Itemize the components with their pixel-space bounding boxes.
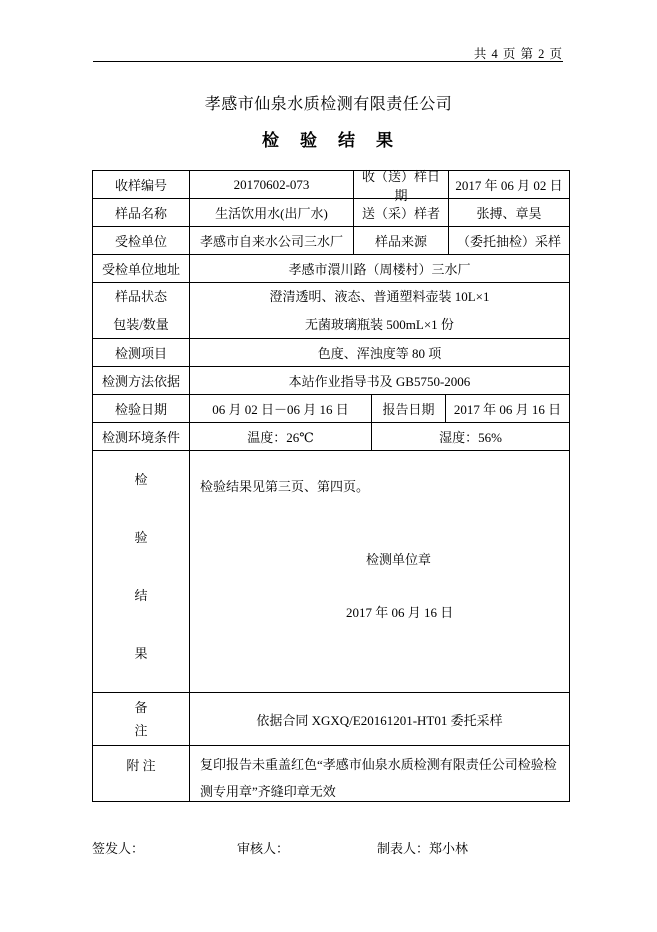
remark-label (93, 693, 190, 745)
inspected-unit-value: 孝感市自来水公司三水厂 (190, 227, 354, 254)
method-basis-value: 本站作业指导书及 GB5750-2006 (288, 374, 471, 389)
result-label-char1: 检 (134, 472, 148, 487)
appendix-value-line2: 测专用章”齐缝印章无效 (200, 784, 336, 799)
sampler-label: 送（采）样者 (354, 199, 449, 226)
sample-state-value-line2: 无菌玻璃瓶装 500mL×1 份 (305, 316, 454, 332)
receive-date-label: 收（送）样日期 (354, 171, 449, 198)
sample-source-label: 样品来源 (354, 227, 449, 254)
sample-state-label-line1: 样品状态 (114, 288, 167, 304)
test-date-value: 06 月 02 日－06 月 16 日 (190, 395, 372, 422)
result-label (93, 451, 190, 692)
result-body (190, 451, 569, 692)
document-title: 检 验 结 果 (262, 131, 395, 150)
seal-date: 2017 年 06 月 16 日 (346, 605, 454, 620)
receive-date-value: 2017 年 06 月 02 日 (455, 178, 563, 193)
page-number-info: 共 4 页 第 2 页 (473, 47, 563, 61)
table-row-test-date (93, 395, 569, 423)
test-date-label: 检验日期 (93, 395, 190, 422)
table-row-remark (93, 693, 569, 746)
table-row-result (93, 451, 569, 693)
sample-name-value: 生活饮用水(出厂水) (190, 199, 354, 226)
table-row-inspected-unit (93, 227, 569, 255)
report-date-label: 报告日期 (372, 395, 446, 422)
signature-line (0, 838, 657, 856)
remark-value: 依据合同 XGXQ/E20161201-HT01 委托采样 (256, 712, 503, 728)
sample-name-label: 样品名称 (93, 199, 190, 226)
method-basis-label: 检测方法依据 (93, 367, 190, 394)
seal-caption: 检测单位章 (366, 552, 432, 567)
sample-state-label (93, 283, 190, 338)
unit-address-value: 孝感市澴川路（周楼村）三水厂 (288, 262, 471, 277)
remark-label-line2: 注 (134, 723, 148, 738)
test-items-value: 色度、浑浊度等 80 项 (317, 346, 442, 361)
reviewer-label: 审核人： (237, 841, 290, 856)
sample-number-label: 收样编号 (93, 171, 190, 198)
result-note: 检验结果见第三页、第四页。 (200, 479, 370, 494)
company-title: 孝感市仙泉水质检测有限责任公司 (204, 96, 453, 113)
appendix-value (190, 746, 569, 801)
table-row-unit-address (93, 255, 569, 283)
environment-humidity: 湿度：56% (439, 430, 502, 445)
environment-label: 检测环境条件 (93, 423, 190, 450)
result-label-char3: 结 (134, 588, 148, 603)
sample-source-value: （委托抽检）采样 (456, 234, 561, 249)
table-row-sample-number (93, 168, 569, 203)
result-label-char2: 验 (134, 530, 148, 545)
inspected-unit-label: 受检单位 (93, 227, 190, 254)
table-row-sample-state (93, 283, 569, 339)
sample-state-value-line1: 澄清透明、液态、普通塑料壶装 10L×1 (269, 288, 490, 304)
report-date-value: 2017 年 06 月 16 日 (453, 402, 562, 417)
sampler-value: 张搏、章昊 (476, 206, 542, 221)
header-rule (93, 61, 563, 62)
test-items-label: 检测项目 (93, 339, 190, 366)
result-label-char4: 果 (134, 646, 148, 661)
sample-state-label-line2: 包装/数量 (113, 316, 169, 332)
table-row-appendix (93, 746, 569, 801)
result-table (92, 170, 570, 802)
table-row-sample-name (93, 199, 569, 227)
table-row-test-items (93, 339, 569, 367)
unit-address-label: 受检单位地址 (93, 255, 190, 282)
sample-number-value: 20170602-073 (190, 171, 354, 198)
appendix-label: 附 注 (93, 746, 190, 801)
table-row-environment (93, 423, 569, 451)
remark-label-line1: 备 (134, 700, 148, 715)
preparer-label: 制表人：郑小林 (377, 841, 469, 856)
sample-state-value (190, 283, 569, 338)
issuer-label: 签发人： (92, 841, 145, 856)
environment-temperature: 温度：26℃ (190, 423, 372, 450)
appendix-value-line1: 复印报告未重盖红色“孝感市仙泉水质检测有限责任公司检验检 (200, 757, 557, 772)
table-row-method-basis (93, 367, 569, 395)
